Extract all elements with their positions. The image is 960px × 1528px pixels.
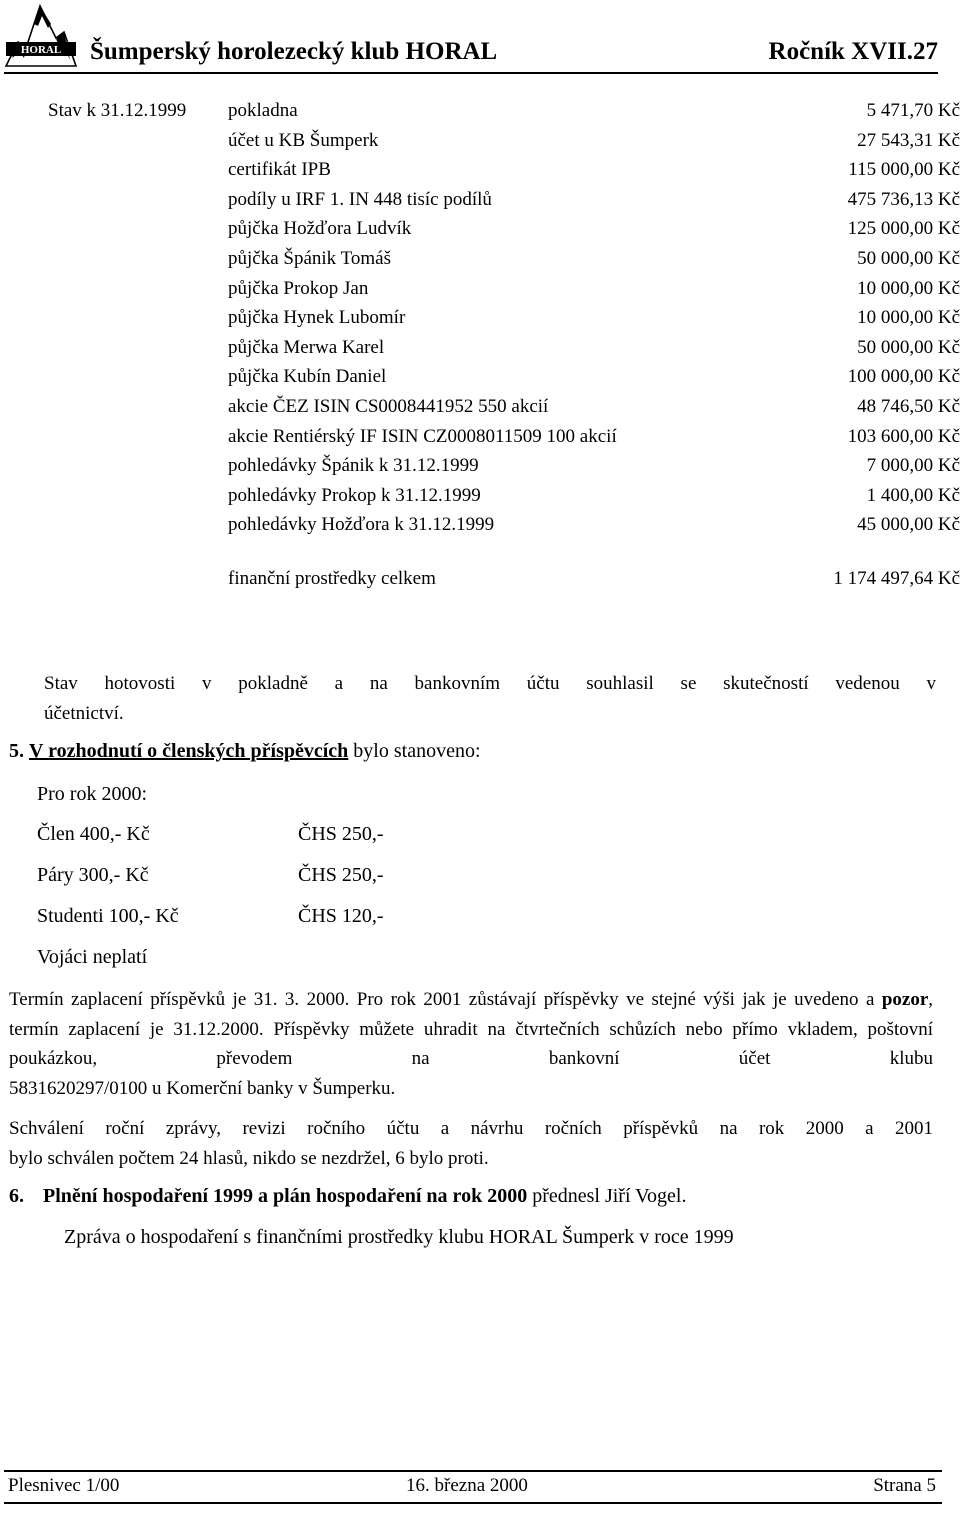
report-title: Zpráva o hospodaření s finančními prostředky klubu HORAL Šumperk v roce 1999 [64, 1226, 734, 1248]
balance-row-label: pohledávky Prokop k 31.12.1999 [228, 484, 481, 506]
balance-total-value: 1 174 497,64 Kč [833, 568, 960, 589]
logo-text: HORAL [20, 44, 62, 56]
section-6-title: Plnění hospodaření 1999 a plán hospodaření na rok 2000 [43, 1185, 528, 1207]
balance-row-label: účet u KB Šumperk [228, 129, 379, 151]
balance-row-label: akcie Rentiérský IF ISIN CZ0008011509 100 akcií [228, 425, 617, 447]
deadline-last-line: 5831620297/0100 u Komerční banky v Šumperku. [9, 1077, 396, 1099]
balance-row-label: půjčka Merwa Karel [228, 336, 385, 358]
fee-soldiers: Vojáci neplatí [37, 946, 148, 968]
deadline-paragraph [9, 985, 933, 1103]
balance-row-value: 103 600,00 Kč [847, 425, 960, 447]
balance-row-value: 115 000,00 Kč [848, 159, 960, 181]
balance-row-value: 50 000,00 Kč [857, 247, 960, 269]
balance-row-label: pokladna [228, 100, 298, 121]
balance-date-label: Stav k 31.12.1999 [48, 100, 187, 121]
section-6-number: 6. [9, 1185, 24, 1207]
section-6-rest: přednesl Jiří Vogel. [527, 1185, 687, 1207]
balance-row-label: akcie ČEZ ISIN CS0008441952 550 akcií [228, 395, 549, 417]
fee-couples-chs: ČHS 250,- [298, 864, 384, 886]
cash-note-line: Stav hotovosti v pokladně a na bankovním účtu souhlasil se skutečností vedenou v [44, 673, 936, 694]
balance-row-label: pohledávky Hožďora k 31.12.1999 [228, 514, 495, 536]
balance-row-value: 45 000,00 Kč [857, 514, 960, 536]
deadline-text-1: Termín zaplacení příspěvků je 31. 3. 2000. Pro rok 2001 zůstávají příspěvky ve stejné výši jak je uvedeno a [9, 989, 882, 1010]
balance-row-label: půjčka Špánik Tomáš [228, 247, 391, 269]
balance-row-value: 7 000,00 Kč [866, 455, 960, 477]
fee-couples: Páry 300,- Kč [37, 864, 149, 886]
cash-note-line: účetnictví. [44, 702, 124, 724]
section-6-heading [9, 1185, 686, 1208]
balance-row-value: 5 471,70 Kč [866, 100, 960, 121]
section-5-rest: bylo stanoveno: [353, 740, 481, 762]
balance-row-value: 1 400,00 Kč [866, 484, 960, 506]
approval-last-line: bylo schválen počtem 24 hlasů, nikdo se nezdržel, 6 bylo proti. [9, 1147, 489, 1169]
fee-member: Člen 400,- Kč [37, 823, 150, 845]
footer-issue: Plesnivec 1/00 [8, 1475, 120, 1496]
balance-row-value: 50 000,00 Kč [857, 336, 960, 358]
page-footer [4, 1470, 942, 1504]
balance-total-label: finanční prostředky celkem [228, 568, 436, 589]
balance-row-value: 10 000,00 Kč [857, 277, 960, 299]
fee-students-chs: ČHS 120,- [298, 905, 384, 927]
volume-label: Ročník XVII.27 [768, 38, 938, 65]
balance-row-label: půjčka Hožďora Ludvík [228, 218, 412, 240]
balance-row-label: pohledávky Špánik k 31.12.1999 [228, 455, 479, 477]
section-5-number: 5. [9, 740, 24, 762]
approval-paragraph [9, 1114, 933, 1173]
balance-row-label: půjčka Prokop Jan [228, 277, 369, 299]
balance-row-value: 125 000,00 Kč [847, 218, 960, 240]
fee-member-chs: ČHS 250,- [298, 823, 384, 845]
balance-labels [228, 96, 617, 540]
balance-row-label: certifikát IPB [228, 159, 331, 181]
balance-row-value: 475 736,13 Kč [847, 188, 960, 210]
footer-date: 16. března 2000 [406, 1475, 528, 1496]
balance-values [848, 96, 960, 540]
balance-row-value: 10 000,00 Kč [857, 307, 960, 329]
balance-row-value: 48 746,50 Kč [857, 395, 960, 417]
deadline-body [9, 985, 933, 1074]
balance-row-value: 100 000,00 Kč [847, 366, 960, 388]
balance-row-value: 27 543,31 Kč [857, 129, 960, 151]
cash-note-paragraph [44, 669, 936, 728]
footer-page: Strana 5 [873, 1475, 936, 1496]
fee-students: Studenti 100,- Kč [37, 905, 179, 927]
deadline-text-2: , termín zaplacení je 31.12.2000. Příspěvky můžete uhradit na čtvrtečních schůzích nebo přímo vkladem, poštovní poukázkou, převodem na bankovní účet klubu [9, 989, 933, 1069]
section-5-title: V rozhodnutí o členských příspěvcích [29, 740, 349, 762]
header-rule [4, 72, 938, 74]
section-5-heading [9, 740, 481, 763]
approval-line: Schválení roční zprávy, revizi ročního účtu a návrhu ročních příspěvků na rok 2000 a 2001 [9, 1118, 933, 1139]
balance-row-label: půjčka Hynek Lubomír [228, 307, 406, 329]
horal-logo [4, 2, 78, 68]
balance-row-label: půjčka Kubín Daniel [228, 366, 387, 388]
fee-year-label: Pro rok 2000: [37, 783, 147, 805]
balance-row-label: podíly u IRF 1. IN 448 tisíc podílů [228, 188, 492, 210]
deadline-warning: pozor [881, 989, 929, 1010]
club-name: Šumperský horolezecký klub HORAL [90, 38, 498, 65]
